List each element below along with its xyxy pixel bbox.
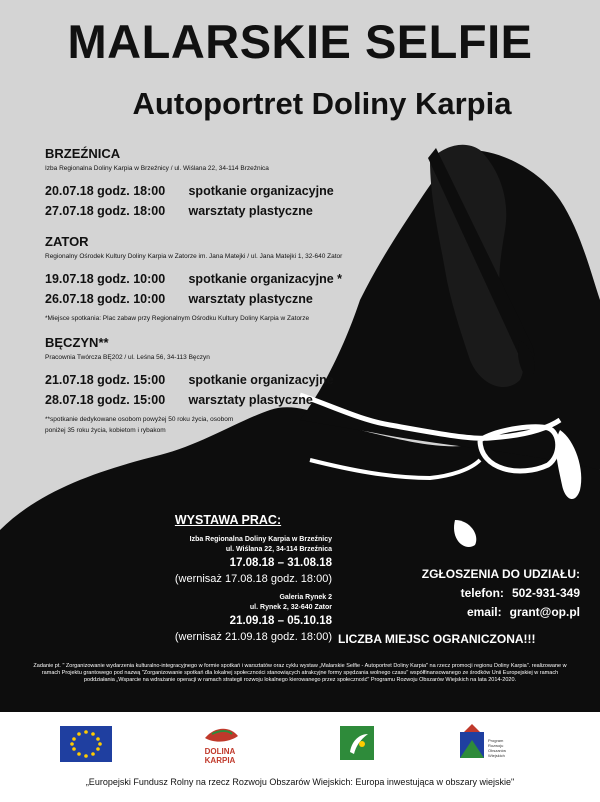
dolina-karpia-text2: KARPIA xyxy=(204,756,236,765)
exhibition-venue1-name: Izba Regionalna Doliny Karpia w Brzeźnicy xyxy=(189,536,332,543)
exhibition-venue2-address: ul. Rynek 2, 32-640 Zator xyxy=(249,604,332,611)
exhibition-venue2-name: Galeria Rynek 2 xyxy=(279,594,332,601)
section-note: *Miejsce spotkania: Plac zabaw przy Regionalnym Ośrodku Kultury Doliny Karpia w Zatorze xyxy=(45,315,310,322)
event-row xyxy=(45,181,334,201)
exhibition-venue2-vernissage: (wernisaż 21.09.18 godz. 18:00) xyxy=(174,631,332,643)
email-address[interactable]: grant@op.pl xyxy=(509,605,580,619)
svg-text:Obszarów: Obszarów xyxy=(488,748,507,753)
event-date: 19.07.18 godz. 10:00 xyxy=(45,272,166,286)
event-row xyxy=(45,269,342,289)
limited-places-notice: LICZBA MIEJSC OGRANICZONA!!! xyxy=(338,632,536,646)
event-activity: spotkanie organizacyjne xyxy=(188,373,334,387)
section-heading: BĘCZYN** xyxy=(45,335,109,350)
event-activity: spotkanie organizacyjne xyxy=(188,184,334,198)
footer-slogan: „Europejski Fundusz Rolny na rzecz Rozwoju Obszarów Wiejskich: Europa inwestująca w obszary wiejskie" xyxy=(85,777,515,787)
event-activity: spotkanie organizacyjne * xyxy=(188,272,343,286)
event-row xyxy=(45,390,334,410)
phone-label: telefon: xyxy=(460,586,504,600)
exhibition-title: WYSTAWA PRAC: xyxy=(174,513,282,527)
dolina-karpia-text1: DOLINA xyxy=(204,747,236,756)
contact-heading: ZGŁOSZENIA DO UDZIAŁU: xyxy=(421,567,580,581)
section-place: Pracownia Twórcza BĘ202 / ul. Leśna 56, 34-113 Bęczyn xyxy=(45,354,210,361)
svg-text:Rozwoju: Rozwoju xyxy=(488,743,504,748)
contact-email-row xyxy=(370,603,580,622)
section-brzeznica xyxy=(45,146,334,221)
event-row xyxy=(45,370,334,390)
dolina-karpia-logo xyxy=(205,729,238,765)
exhibition-block xyxy=(118,513,338,645)
event-date: 21.07.18 godz. 15:00 xyxy=(45,373,166,387)
event-row xyxy=(45,289,342,309)
funding-fine-print: Zadanie pt. " Zorganizowanie wydarzenia kulturalno-integracyjnego w formie spotkań i warsztatów oraz cyklu wystaw „Malarskie Selfie - Autoportret Doliny Karpia" na rzecz promocji regionu Doliny Karpia". realizowane w ramach Projektu grantowego pod nazwą "Zorganizowanie spotkań dla lokalnej społeczności stanowiących atrakcyjne formy spędzania wolnego czasu" współfinansowanego ze środków Unii Europejskiej w ramach poddziałania „Wsparcie na wdrażanie operacji w ramach strategii rozwoju lokalnego kierowanego przez społeczność" Programu Rozwoju Obszarów Wiejskich na lata 2014-2020. xyxy=(33,663,567,683)
exhibition-venue1-vernissage: (wernisaż 17.08.18 godz. 18:00) xyxy=(174,573,332,585)
event-activity: warsztaty plastyczne xyxy=(188,204,313,218)
section-note: **spotkanie dedykowane osobom powyżej 50 roku życia, osobom poniżej 35 roku życia, kobietom i rybakom xyxy=(45,416,234,434)
section-heading: BRZEŹNICA xyxy=(45,146,121,161)
svg-text:Program: Program xyxy=(488,738,504,743)
event-date: 27.07.18 godz. 18:00 xyxy=(45,204,166,218)
section-place: Regionalny Ośrodek Kultury Doliny Karpia w Zatorze im. Jana Matejki / ul. Jana Matejki 1, 32-640 Zator xyxy=(45,253,343,260)
email-label: email: xyxy=(466,605,502,619)
contact-block xyxy=(370,565,580,622)
prow-logo xyxy=(460,724,506,758)
section-heading: ZATOR xyxy=(45,234,89,249)
exhibition-venue2-dates: 21.09.18 – 05.10.18 xyxy=(229,615,332,627)
exhibition-venue1-address: ul. Wiślana 22, 34-114 Brzeźnica xyxy=(225,546,332,553)
poster-title: MALARSKIE SELFIE xyxy=(67,15,533,68)
exhibition-venue1-dates: 17.08.18 – 31.08.18 xyxy=(229,557,332,569)
event-activity: warsztaty plastyczne xyxy=(188,393,313,407)
svg-text:Wiejskich: Wiejskich xyxy=(488,753,505,758)
phone-number[interactable]: 502-931-349 xyxy=(511,586,580,600)
section-place: Izba Regionalna Doliny Karpia w Brzeźnicy / ul. Wiślana 22, 34-114 Brzeźnica xyxy=(45,165,269,172)
event-row xyxy=(45,201,334,221)
eu-flag-icon xyxy=(60,726,112,762)
event-activity: warsztaty plastyczne xyxy=(188,292,313,306)
event-date: 26.07.18 godz. 10:00 xyxy=(45,292,166,306)
event-date: 20.07.18 godz. 18:00 xyxy=(45,184,166,198)
leader-icon xyxy=(340,726,374,760)
section-beczyn xyxy=(45,335,334,436)
logos-svg xyxy=(0,712,600,772)
contact-phone-row xyxy=(370,584,580,603)
poster-subtitle: Autoportret Doliny Karpia xyxy=(132,86,512,121)
section-zator xyxy=(45,234,342,324)
event-date: 28.07.18 godz. 15:00 xyxy=(45,393,166,407)
logos-bar xyxy=(0,712,600,802)
